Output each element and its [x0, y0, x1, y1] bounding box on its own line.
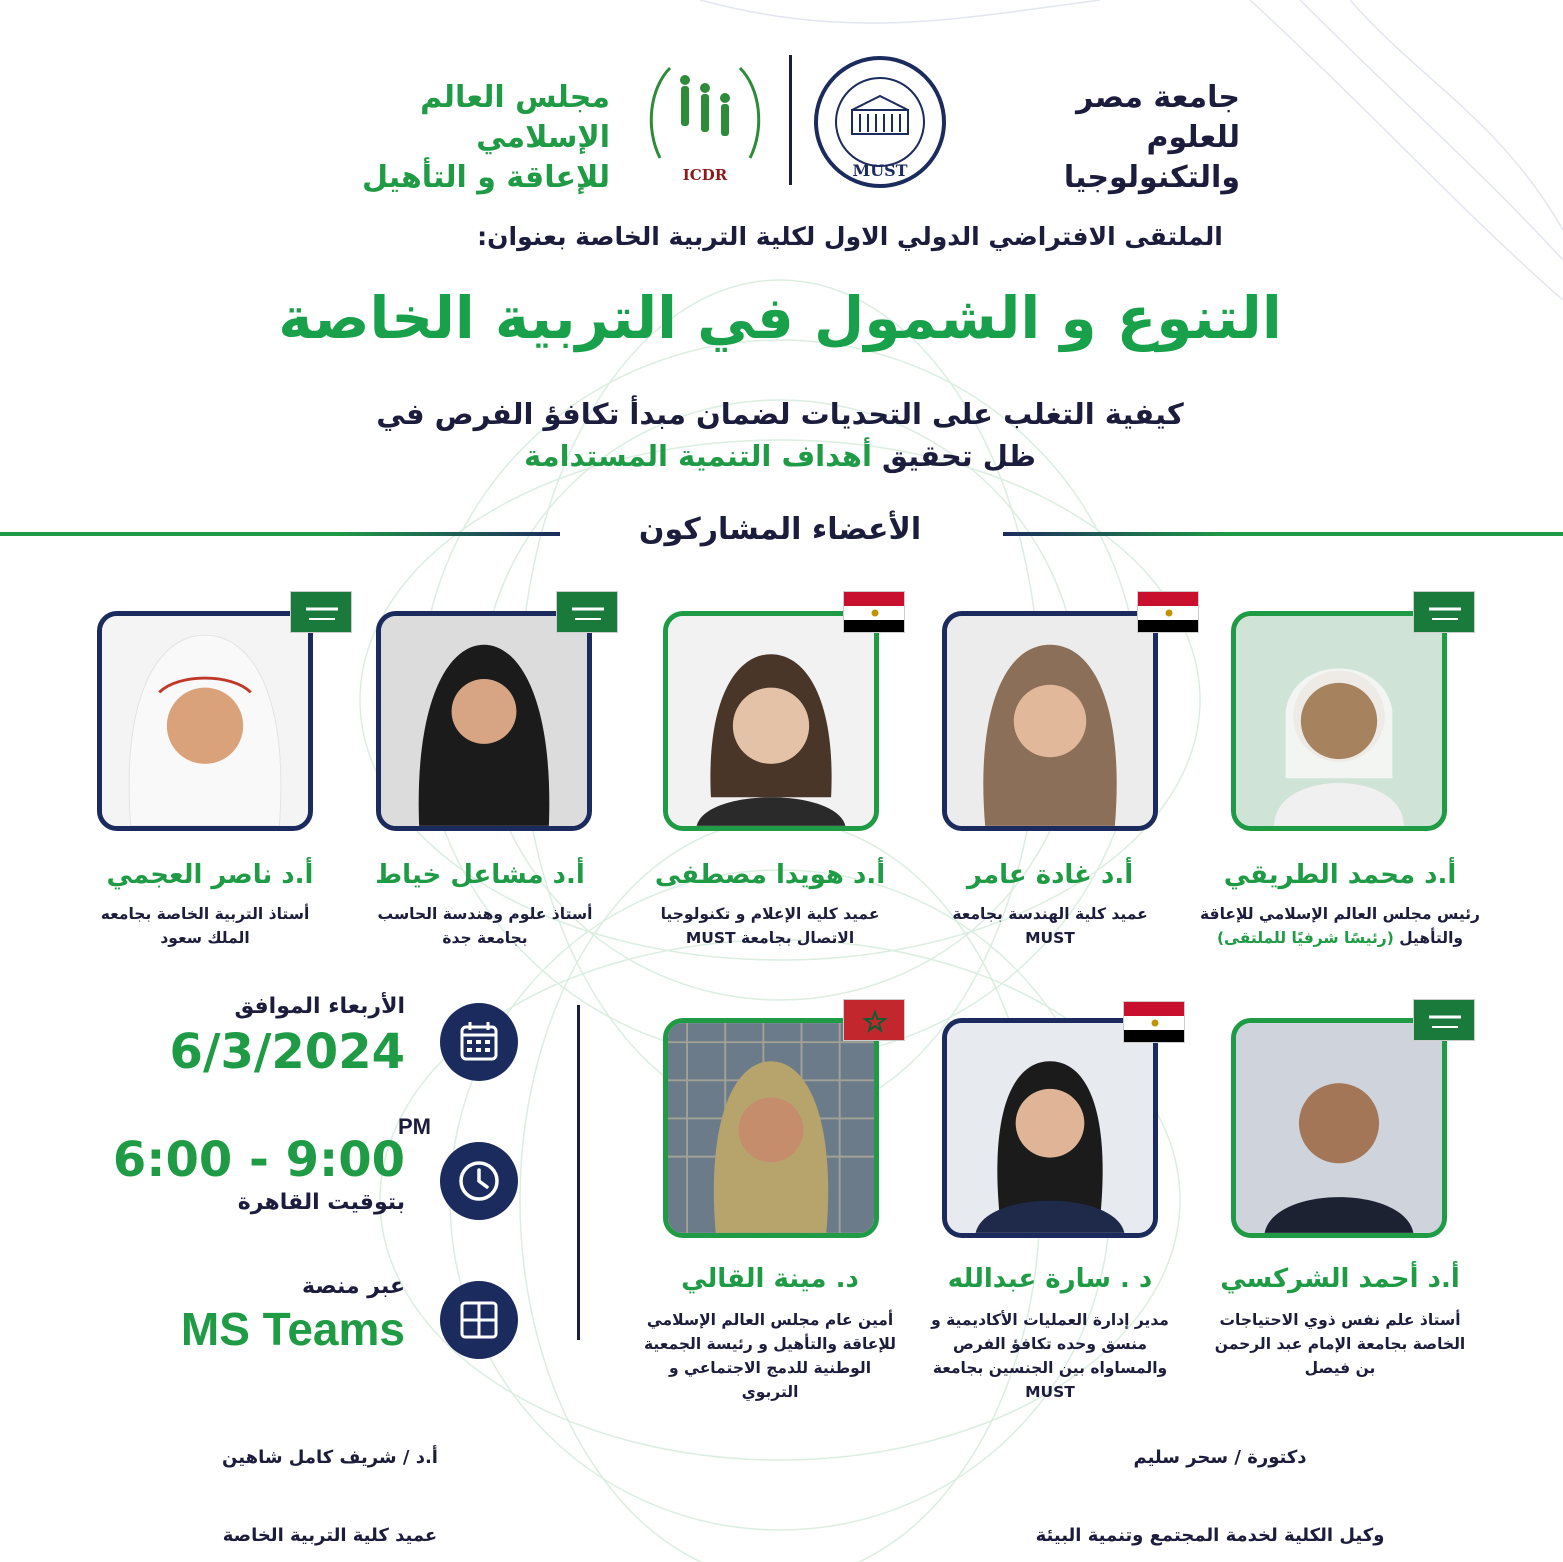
footer-right-name: دكتورة / سحر سليم	[1133, 1447, 1307, 1468]
speaker-title-4: أستاذ علوم وهندسة الحاسب بجامعة جدة	[377, 905, 593, 947]
footer-left-role: عميد كلية التربية الخاصة	[222, 1525, 438, 1546]
speaker-name-2: أ.د غادة عامر	[966, 860, 1134, 890]
platform-name: MS Teams	[180, 1303, 405, 1355]
speaker-photo-1	[1231, 611, 1447, 831]
speaker-title-5: أستاذ التربية الخاصة بجامعه الملك سعود	[100, 905, 310, 947]
footer-left-name: أ.د / شريف كامل شاهين	[222, 1447, 438, 1468]
icdr-logo	[640, 58, 770, 188]
event-intro: الملتقى الافتراضي الدولي الاول لكلية التربية الخاصة بعنوان:	[477, 222, 1223, 251]
speaker-photo-5	[97, 611, 313, 831]
speaker-title-1	[1170, 902, 1510, 950]
time-suffix: PM	[398, 1114, 431, 1139]
saudi-flag-icon	[290, 591, 352, 633]
header-separator	[789, 55, 792, 185]
egypt-flag-icon	[1137, 591, 1199, 633]
speaker-name-3: أ.د هويدا مصطفى	[654, 860, 886, 890]
saudi-flag-icon	[1413, 999, 1475, 1041]
event-subtitle	[250, 393, 1310, 477]
speaker-name-5: أ.د ناصر العجمي	[106, 860, 314, 890]
platform-label: عبر منصة	[302, 1274, 405, 1299]
speaker-photo-6	[1231, 1018, 1447, 1238]
speaker-name-1: أ.د محمد الطريقي	[1223, 860, 1457, 890]
section-heading: الأعضاء المشاركون	[638, 512, 922, 547]
egypt-flag-icon	[1123, 1001, 1185, 1043]
must-name-line2: للعلوم والتكنولوجيا	[1063, 120, 1240, 195]
saudi-flag-icon	[1413, 591, 1475, 633]
icdr-name-line1: مجلس العالم الإسلامي	[420, 80, 610, 155]
icdr-name	[280, 78, 610, 198]
event-subtitle-line2a: ظل تحقيق	[871, 439, 1036, 473]
speaker-name-7: د . سارة عبدالله	[947, 1264, 1153, 1294]
speaker-name-8: د. مينة القالي	[681, 1264, 859, 1294]
icdr-name-line2: للإعاقة و التأهيل	[361, 160, 610, 195]
footer-right-role: وكيل الكلية لخدمة المجتمع وتنمية البيئة	[1035, 1525, 1385, 1546]
section-line-left	[0, 532, 560, 536]
saudi-flag-icon	[556, 591, 618, 633]
clock-icon	[440, 1142, 518, 1220]
icdr-logo-text: ICDR	[682, 166, 728, 184]
event-time: 6:00 - 9:00	[112, 1132, 405, 1188]
day-label: الأربعاء الموافق	[234, 994, 405, 1019]
must-name	[960, 78, 1240, 198]
speaker-title-1-text: رئيس مجلس العالم الإسلامي للإعاقة والتأهيل	[1200, 905, 1480, 947]
egypt-flag-icon	[843, 591, 905, 633]
event-subtitle-line2b: أهداف التنمية المستدامة	[524, 439, 872, 473]
windows-icon	[440, 1281, 518, 1359]
info-separator	[577, 1005, 580, 1340]
speaker-name-4: أ.د مشاعل خياط	[375, 860, 585, 890]
speaker-photo-4	[376, 611, 592, 831]
speaker-name-6: أ.د أحمد الشركسي	[1220, 1264, 1460, 1294]
timezone: بتوقيت القاهرة	[237, 1190, 405, 1215]
event-title: التنوع و الشمول في التربية الخاصة	[278, 284, 1282, 352]
speaker-title-2: عميد كلية الهندسة بجامعة MUST	[952, 905, 1148, 947]
morocco-flag-icon	[843, 999, 905, 1041]
speaker-photo-7	[942, 1018, 1158, 1238]
event-date: 6/3/2024	[169, 1024, 405, 1080]
speaker-title-1-note: (رئيسًا شرفيًا للملتقى)	[1216, 929, 1394, 947]
must-name-line1: جامعة مصر	[1076, 80, 1240, 115]
must-logo	[810, 52, 950, 192]
section-line-right	[1003, 532, 1563, 536]
speaker-photo-3	[663, 611, 879, 831]
speaker-title-6: أستاذ علم نفس ذوي الاحتياجات الخاصة بجامعة الإمام عبد الرحمن بن فيصل	[1214, 1311, 1466, 1377]
speaker-photo-8	[663, 1018, 879, 1238]
event-subtitle-line1: كيفية التغلب على التحديات لضمان مبدأ تكافؤ الفرص في	[376, 397, 1184, 431]
speaker-title-8: أمين عام مجلس العالم الإسلامي للإعاقة والتأهيل و رئيسة الجمعية الوطنية للدمج الاجتماعي و التربوي	[643, 1311, 896, 1401]
speaker-title-7: مدير إدارة العمليات الأكاديمية و منسق وحده تكافؤ الفرص والمساواه بين الجنسين بجامعة MUST	[931, 1311, 1169, 1401]
speaker-photo-2	[942, 611, 1158, 831]
calendar-icon	[440, 1003, 518, 1081]
speaker-title-3: عميد كلية الإعلام و تكنولوجيا الاتصال بجامعة MUST	[660, 905, 880, 947]
must-logo-text: MUST	[852, 161, 908, 180]
